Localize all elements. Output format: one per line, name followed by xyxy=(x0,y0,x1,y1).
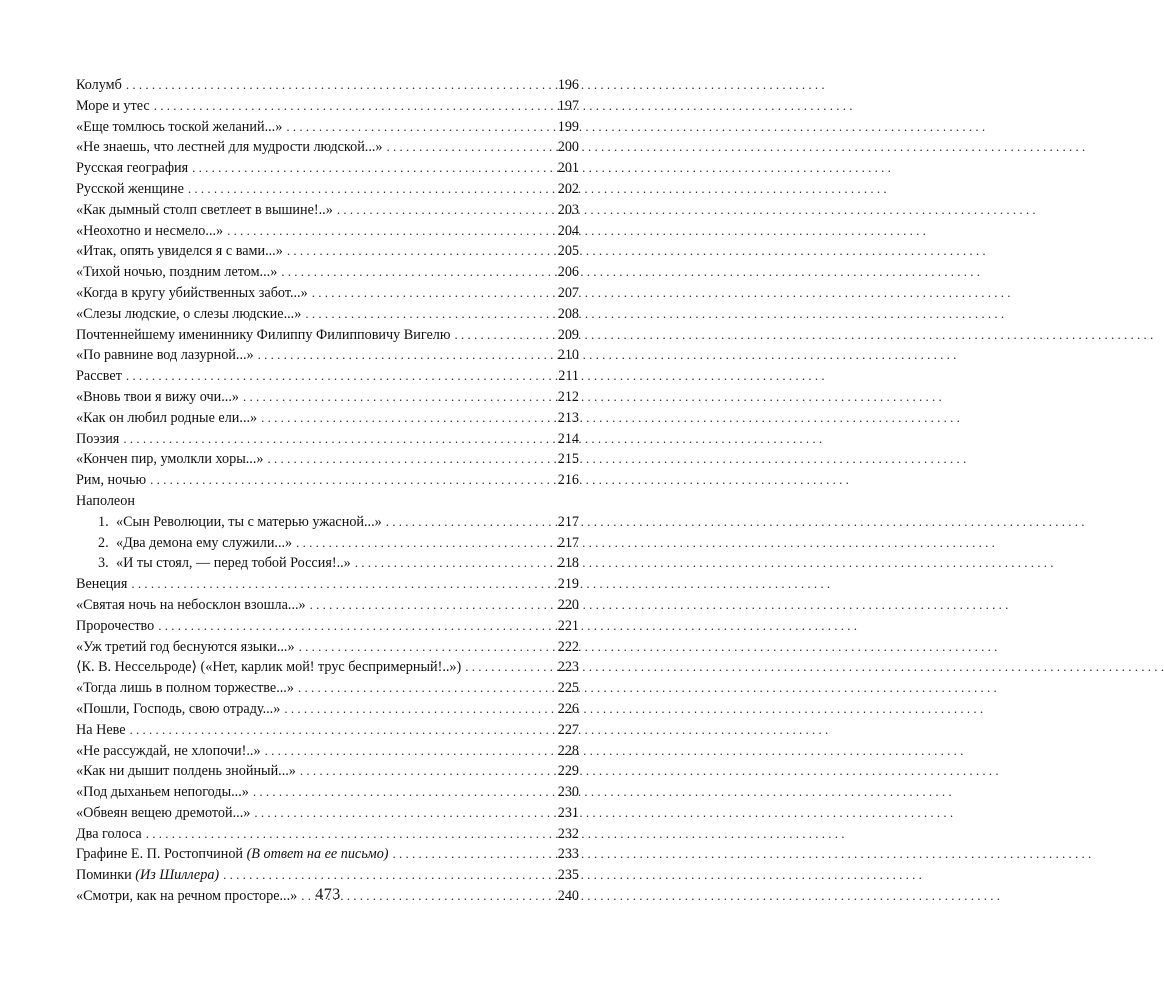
toc-entry xyxy=(76,200,579,221)
toc-leader-dots xyxy=(454,325,549,346)
toc-entry-title xyxy=(76,678,294,699)
toc-entry xyxy=(76,408,579,429)
toc-leader-dots xyxy=(158,616,549,637)
toc-entry-title xyxy=(76,241,283,262)
toc-entry-title-text: Рассвет xyxy=(76,368,122,385)
toc-leader-dots xyxy=(254,803,549,824)
toc-page-number: 211 xyxy=(558,368,579,385)
toc-entry-title xyxy=(76,96,150,117)
toc-page-number: 233 xyxy=(557,846,579,863)
toc-page-number: 199 xyxy=(557,118,579,135)
toc-entry xyxy=(76,533,579,554)
toc-entry-title xyxy=(76,782,249,803)
toc-entry-title xyxy=(76,137,383,158)
toc-entry xyxy=(76,158,579,179)
toc-entry-title-text: Русская география xyxy=(76,160,189,177)
toc-entry-title xyxy=(76,824,142,845)
toc-entry-title xyxy=(76,158,188,179)
toc-entry xyxy=(76,720,579,741)
toc-entry-title xyxy=(76,283,308,304)
toc-page-number: 235 xyxy=(557,867,579,884)
toc-leader-dots xyxy=(123,429,549,450)
toc-entry xyxy=(76,824,579,845)
toc-entry xyxy=(76,637,579,658)
toc-page-number: 229 xyxy=(557,763,579,780)
toc-entry-title xyxy=(76,720,126,741)
toc-leader-dots xyxy=(305,304,549,325)
toc-entry-title-text: «Кончен пир, умолкли хоры...» xyxy=(76,451,264,468)
toc-entry-title xyxy=(76,221,223,242)
toc-entry-title-text: Пророчество xyxy=(76,617,155,634)
toc-entry-title-text: «Два демона ему служили...» xyxy=(116,534,293,551)
toc-leader-dots xyxy=(287,241,549,262)
toc-entry-title-text: «Обвеян вещею дремотой...» xyxy=(76,804,251,821)
toc-entry-title-text: «Уж третий год беснуются языки...» xyxy=(76,638,295,655)
toc-entry xyxy=(76,553,579,574)
toc-entry-title-text: «Тихой ночью, поздним летом...» xyxy=(76,264,278,281)
toc-entry-title-text: «Слезы людские, о слезы людские...» xyxy=(76,305,302,322)
toc-page-number: 213 xyxy=(557,409,579,426)
toc-entry-title xyxy=(76,366,122,387)
toc-entry xyxy=(76,657,579,678)
toc-section-heading xyxy=(76,491,579,512)
toc-page-number: 208 xyxy=(557,305,579,322)
toc-leader-dots xyxy=(126,75,549,96)
toc-entry xyxy=(76,283,579,304)
toc-entry xyxy=(76,221,579,242)
toc-leader-dots xyxy=(355,553,549,574)
toc-page-number: 226 xyxy=(557,700,579,717)
toc-page-number: 196 xyxy=(557,77,579,93)
toc-entry xyxy=(76,137,579,158)
toc-entry-title xyxy=(76,179,184,200)
toc-entry-title xyxy=(76,595,306,616)
toc-page-number: 197 xyxy=(557,97,579,114)
toc-entry-title xyxy=(76,865,219,886)
toc-page-number: 221 xyxy=(557,617,579,634)
toc-entry-title-text: «Итак, опять увиделся я с вами...» xyxy=(76,243,283,260)
toc-entry-title xyxy=(76,616,154,637)
toc-entry-title xyxy=(116,533,292,554)
toc-entry-title-text: Поминки xyxy=(76,867,136,884)
toc-leader-dots xyxy=(150,470,549,491)
toc-leader-dots xyxy=(300,761,549,782)
toc-page-number: 209 xyxy=(557,326,579,343)
toc-page-number: 217 xyxy=(557,534,579,551)
toc-entry xyxy=(76,179,579,200)
toc-leader-dots xyxy=(146,824,549,845)
toc-entry xyxy=(76,262,579,283)
toc-page-number: 227 xyxy=(557,721,579,738)
toc-leader-dots xyxy=(267,449,549,470)
toc-entry-title xyxy=(76,657,461,678)
toc-entry xyxy=(76,761,579,782)
toc-entry-title-text: ⟨К. В. Нессельроде⟩ («Нет, карлик мой! трус беспримерный!..») xyxy=(76,659,462,676)
toc-entry xyxy=(76,387,579,408)
toc-leader-dots xyxy=(243,387,549,408)
toc-entry xyxy=(76,595,579,616)
toc-entry-title-text: Русской женщине xyxy=(76,180,184,197)
toc-entry-title xyxy=(76,408,257,429)
toc-entry-title xyxy=(76,741,261,762)
toc-entry xyxy=(76,470,579,491)
toc-entry-number: 1. xyxy=(98,513,109,530)
toc-page-number: 210 xyxy=(557,347,579,364)
toc-leader-dots xyxy=(253,782,549,803)
toc-leader-dots xyxy=(386,512,549,533)
toc-entry-italic-note: (В ответ на ее письмо) xyxy=(246,846,389,863)
toc-leader-dots xyxy=(286,117,549,138)
toc-entry-title xyxy=(116,553,351,574)
toc-entry-title-text: «Когда в кругу убийственных забот...» xyxy=(76,284,308,301)
toc-page-number: 228 xyxy=(557,742,579,759)
toc-leader-dots xyxy=(312,283,549,304)
toc-entry xyxy=(76,117,579,138)
toc-page-number: 240 xyxy=(557,888,579,905)
toc-page-number: 215 xyxy=(557,451,579,468)
toc-entry-title xyxy=(76,449,263,470)
toc-entry xyxy=(76,325,579,346)
toc-page-number: 218 xyxy=(557,555,579,572)
toc-entry-title-text: «Как он любил родные ели...» xyxy=(76,409,258,426)
toc-entry-title xyxy=(76,325,450,346)
toc-leader-dots xyxy=(223,865,549,886)
toc-entry-title-text: Два голоса xyxy=(76,825,142,842)
toc-entry xyxy=(76,512,579,533)
toc-entry-title-text: Колумб xyxy=(76,77,122,93)
toc-entry-title-text: «Святая ночь на небосклон взошла...» xyxy=(76,596,306,613)
toc-entry-title xyxy=(76,262,277,283)
toc-entry-title-text: «Смотри, как на речном просторе...» xyxy=(76,888,298,905)
toc-entry-title xyxy=(76,200,333,221)
toc-entry-title xyxy=(76,803,250,824)
toc-entry-title-text: «Пошли, Господь, свою отраду...» xyxy=(76,700,281,717)
toc-entry-title xyxy=(76,470,146,491)
toc-entry-title-text: «Сын Революции, ты с матерью ужасной...» xyxy=(116,513,382,530)
toc-entry xyxy=(76,616,579,637)
toc-leader-dots xyxy=(337,200,549,221)
toc-entry-title xyxy=(76,117,282,138)
toc-leader-dots xyxy=(299,637,549,658)
toc-entry xyxy=(76,699,579,720)
toc-page-number: 203 xyxy=(557,201,579,218)
toc-leader-dots xyxy=(131,574,549,595)
toc-page-number: 225 xyxy=(557,680,579,697)
toc-page-number: 207 xyxy=(557,284,579,301)
toc-entry-title-text: «Вновь твои я вижу очи...» xyxy=(76,388,239,405)
toc-leader-dots xyxy=(227,221,549,242)
toc-leader-dots xyxy=(258,345,549,366)
toc-entry xyxy=(76,449,579,470)
toc-leader-dots xyxy=(393,844,549,865)
toc-page-number: 222 xyxy=(557,638,579,655)
toc-entry-title xyxy=(76,574,127,595)
toc-entry-title-text: «Неохотно и несмело...» xyxy=(76,222,224,239)
toc-leader-dots xyxy=(126,366,549,387)
toc-entry xyxy=(76,75,579,96)
toc-entry xyxy=(76,865,579,886)
toc-leader-dots xyxy=(192,158,549,179)
toc-entry-title xyxy=(76,761,296,782)
toc-entry-title-text: «Не рассуждай, не хлопочи!..» xyxy=(76,742,261,759)
toc-entry xyxy=(76,96,579,117)
toc-entry-title xyxy=(76,387,239,408)
toc-leader-dots xyxy=(296,533,549,554)
toc-entry xyxy=(76,803,579,824)
toc-entry-title-text: Наполеон xyxy=(76,492,135,509)
toc-page-number: 216 xyxy=(557,472,579,489)
toc-entry-title xyxy=(76,304,301,325)
toc-leader-dots xyxy=(310,595,549,616)
toc-entry xyxy=(76,304,579,325)
toc-page-number: 219 xyxy=(557,576,579,593)
toc-leader-dots xyxy=(281,262,549,283)
toc-entry-title-text: «Как дымный столп светлеет в вышине!..» xyxy=(76,201,333,218)
toc-page-number: 214 xyxy=(557,430,579,447)
toc-entry xyxy=(76,241,579,262)
toc-page-number: 220 xyxy=(557,596,579,613)
toc-leader-dots xyxy=(261,408,549,429)
toc-entry-title xyxy=(76,844,389,865)
toc-page-number: 212 xyxy=(557,388,579,405)
toc-entry-title xyxy=(116,512,382,533)
toc-page-number: 230 xyxy=(557,784,579,801)
toc-entry-title-text: Поэзия xyxy=(76,430,120,447)
toc-page-number: 202 xyxy=(557,180,579,197)
toc-leader-dots xyxy=(465,657,549,678)
toc-entry-title-text: «Тогда лишь в полном торжестве...» xyxy=(76,680,294,697)
page-number: 473 xyxy=(315,886,341,903)
toc-page-number: 200 xyxy=(557,139,579,156)
toc-entry-title xyxy=(76,75,122,96)
toc-entry xyxy=(76,844,579,865)
toc-entry-title-text: «Не знаешь, что лестней для мудрости людской...» xyxy=(76,139,383,156)
toc-page-number: 204 xyxy=(557,222,579,239)
toc-page-number: 206 xyxy=(557,264,579,281)
toc-leader-dots xyxy=(154,96,549,117)
toc-entry-title-text: Венеция xyxy=(76,576,128,593)
toc-entry xyxy=(76,366,579,387)
toc-entry xyxy=(76,574,579,595)
toc-page-number: 231 xyxy=(557,804,579,821)
toc-entry-italic-note: (Из Шиллера) xyxy=(135,867,220,884)
toc-entry-title xyxy=(76,345,254,366)
toc-entry-title-text: Графине Е. П. Ростопчиной xyxy=(76,846,247,863)
toc-entry-title-text: «И ты стоял, — перед тобой Россия!..» xyxy=(116,555,351,572)
toc-page-number: 205 xyxy=(557,243,579,260)
toc-entry-title xyxy=(76,699,280,720)
toc-leader-dots xyxy=(387,137,549,158)
toc-entry-title xyxy=(76,491,135,512)
toc-entry-title-text: «По равнине вод лазурной...» xyxy=(76,347,254,364)
toc-page-number: 217 xyxy=(557,513,579,530)
toc-leader-dots xyxy=(298,678,549,699)
toc-entry-title-text: Море и утес xyxy=(76,97,150,114)
toc-entry xyxy=(76,678,579,699)
toc-entry-title-text: «Еще томлюсь тоской желаний...» xyxy=(76,118,283,135)
toc-page-number: 223 xyxy=(557,659,579,676)
table-of-contents xyxy=(76,75,579,907)
toc-entry-title-text: «Как ни дышит полдень знойный...» xyxy=(76,763,296,780)
toc-entry xyxy=(76,345,579,366)
toc-entry xyxy=(76,429,579,450)
toc-leader-dots xyxy=(284,699,549,720)
toc-leader-dots xyxy=(130,720,549,741)
toc-page-number: 232 xyxy=(557,825,579,842)
toc-entry-title-text: «Под дыханьем непогоды...» xyxy=(76,784,249,801)
toc-entry-title xyxy=(76,429,119,450)
toc-entry-title-text: Почтеннейшему имениннику Филиппу Филипповичу Вигелю xyxy=(76,326,451,343)
toc-entry-title xyxy=(76,637,295,658)
toc-leader-dots xyxy=(188,179,549,200)
toc-entry xyxy=(76,782,579,803)
toc-leader-dots xyxy=(265,741,549,762)
toc-entry-number: 3. xyxy=(98,555,109,572)
toc-entry-number: 2. xyxy=(98,534,109,551)
toc-entry-title-text: На Неве xyxy=(76,721,126,738)
toc-page-number: 201 xyxy=(557,160,579,177)
toc-entry-title-text: Рим, ночью xyxy=(76,472,147,489)
toc-entry xyxy=(76,741,579,762)
